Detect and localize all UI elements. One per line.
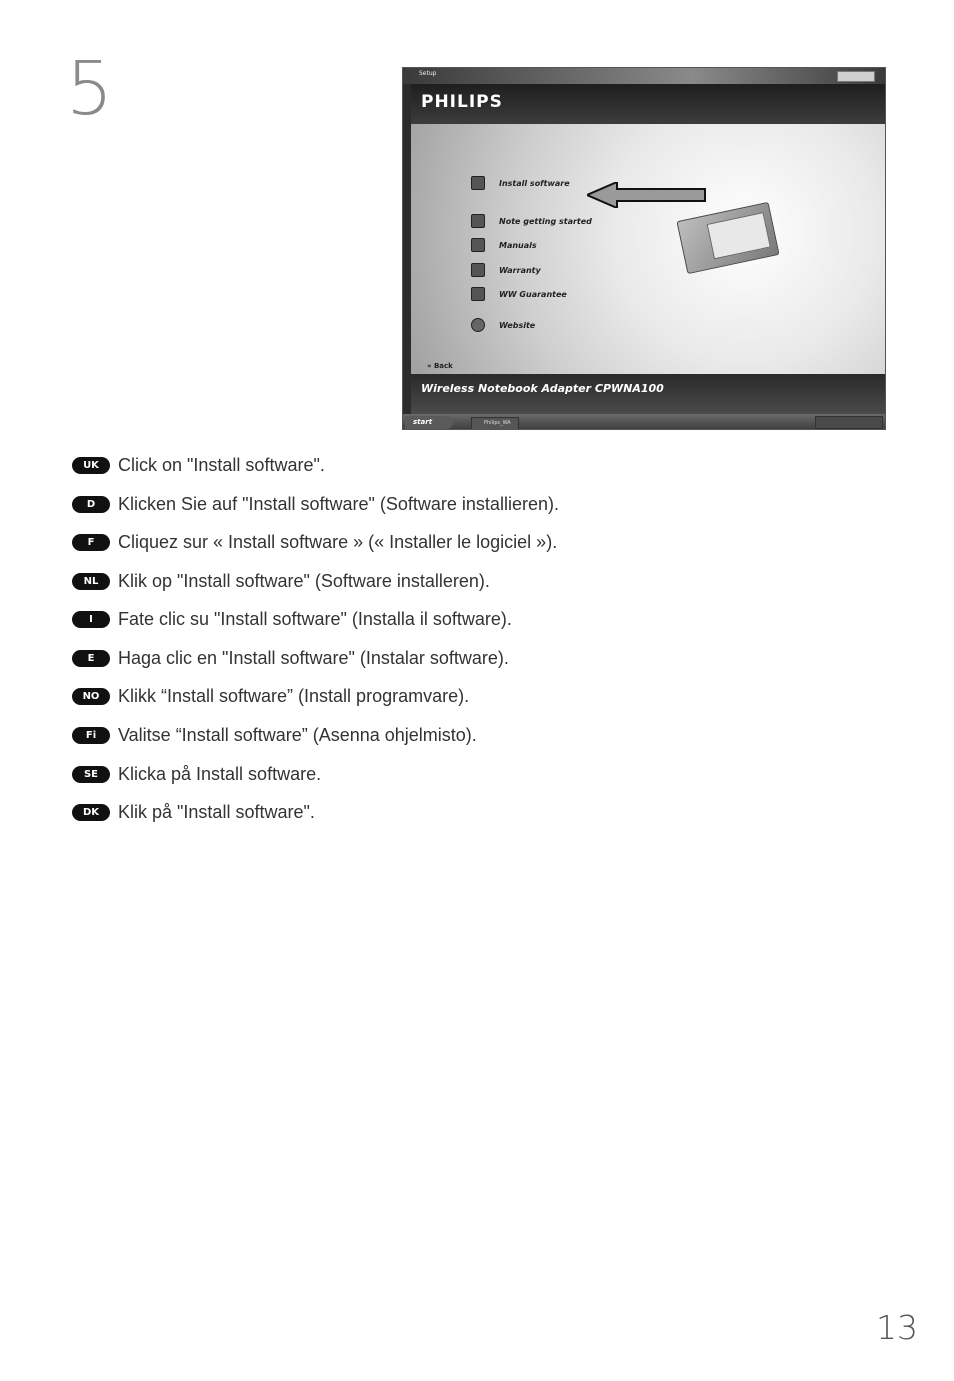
installer-screenshot (402, 67, 886, 430)
card-label (707, 212, 771, 259)
start-button[interactable]: start (405, 416, 453, 429)
menu-item-label: Manuals (499, 240, 537, 250)
language-badge: I (72, 611, 110, 628)
menu-item-label: Install software (499, 178, 570, 188)
instruction-f (72, 529, 557, 555)
globe-icon (471, 318, 485, 332)
menu-item-note-getting-started[interactable] (471, 212, 592, 230)
instruction-text: Klicka på Install software. (118, 763, 322, 784)
language-badge: DK (72, 804, 110, 821)
document-icon (471, 238, 485, 252)
window-titlebar (403, 68, 885, 84)
language-badge: UK (72, 457, 110, 474)
arrow-pointer-icon (587, 182, 707, 208)
instruction-i (72, 606, 512, 632)
instruction-text: Fate clic su "Install software" (Installa il software). (118, 608, 512, 629)
brand-logo: PHILIPS (421, 92, 503, 112)
language-badge: F (72, 534, 110, 551)
instruction-text: Klicken Sie auf "Install software" (Software installieren). (118, 493, 559, 514)
instruction-dk (72, 799, 315, 825)
menu-item-label: Note getting started (499, 216, 592, 226)
install-icon (471, 176, 485, 190)
taskbar-task[interactable]: Philips_WA (471, 417, 519, 430)
language-badge: NL (72, 573, 110, 590)
product-label: Wireless Notebook Adapter CPWNA100 (421, 382, 664, 395)
menu-item-install-software[interactable] (471, 174, 570, 192)
back-label: Back (433, 362, 453, 370)
instruction-text: Klik op "Install software" (Software installeren). (118, 570, 490, 591)
menu-item-website[interactable] (471, 316, 535, 334)
instruction-no (72, 683, 469, 709)
footer-band (411, 374, 886, 414)
system-tray (815, 416, 883, 429)
instruction-text: Klikk “Install software” (Install programvare). (118, 685, 470, 706)
language-badge: Fi (72, 727, 110, 744)
document-icon (471, 263, 485, 277)
taskbar (403, 414, 886, 430)
instruction-d (72, 491, 559, 517)
instruction-se (72, 761, 321, 787)
menu-item-label: Website (499, 320, 536, 330)
language-badge: NO (72, 688, 110, 705)
instruction-nl (72, 568, 490, 594)
header-band (411, 84, 886, 124)
back-button[interactable]: « Back (427, 362, 453, 370)
instruction-text: Click on "Install software". (118, 454, 325, 475)
document-icon (471, 287, 485, 301)
page-number: 13 (876, 1308, 918, 1347)
menu-item-manuals[interactable] (471, 236, 537, 254)
instruction-e (72, 645, 509, 671)
instruction-text: Haga clic en "Install software" (Instalar software). (118, 647, 509, 668)
language-badge: D (72, 496, 110, 513)
instruction-text: Klik på "Install software". (118, 801, 315, 822)
installer-canvas (411, 84, 886, 414)
menu-item-label: Warranty (499, 265, 541, 275)
document-icon (471, 214, 485, 228)
instruction-text: Valitse “Install software” (Asenna ohjelmisto). (118, 724, 477, 745)
step-number: 5 (66, 46, 114, 132)
menu-item-ww-guarantee[interactable] (471, 285, 567, 303)
menu-item-warranty[interactable] (471, 261, 541, 279)
menu-item-label: WW Guarantee (499, 289, 567, 299)
adapter-card-image (676, 202, 779, 274)
instruction-fi (72, 722, 477, 748)
window-title: Setup (419, 70, 437, 77)
language-badge: E (72, 650, 110, 667)
instruction-text: Cliquez sur « Install software » (« Installer le logiciel »). (118, 531, 558, 552)
language-badge: SE (72, 766, 110, 783)
window-controls (837, 71, 875, 82)
instruction-uk (72, 452, 325, 478)
